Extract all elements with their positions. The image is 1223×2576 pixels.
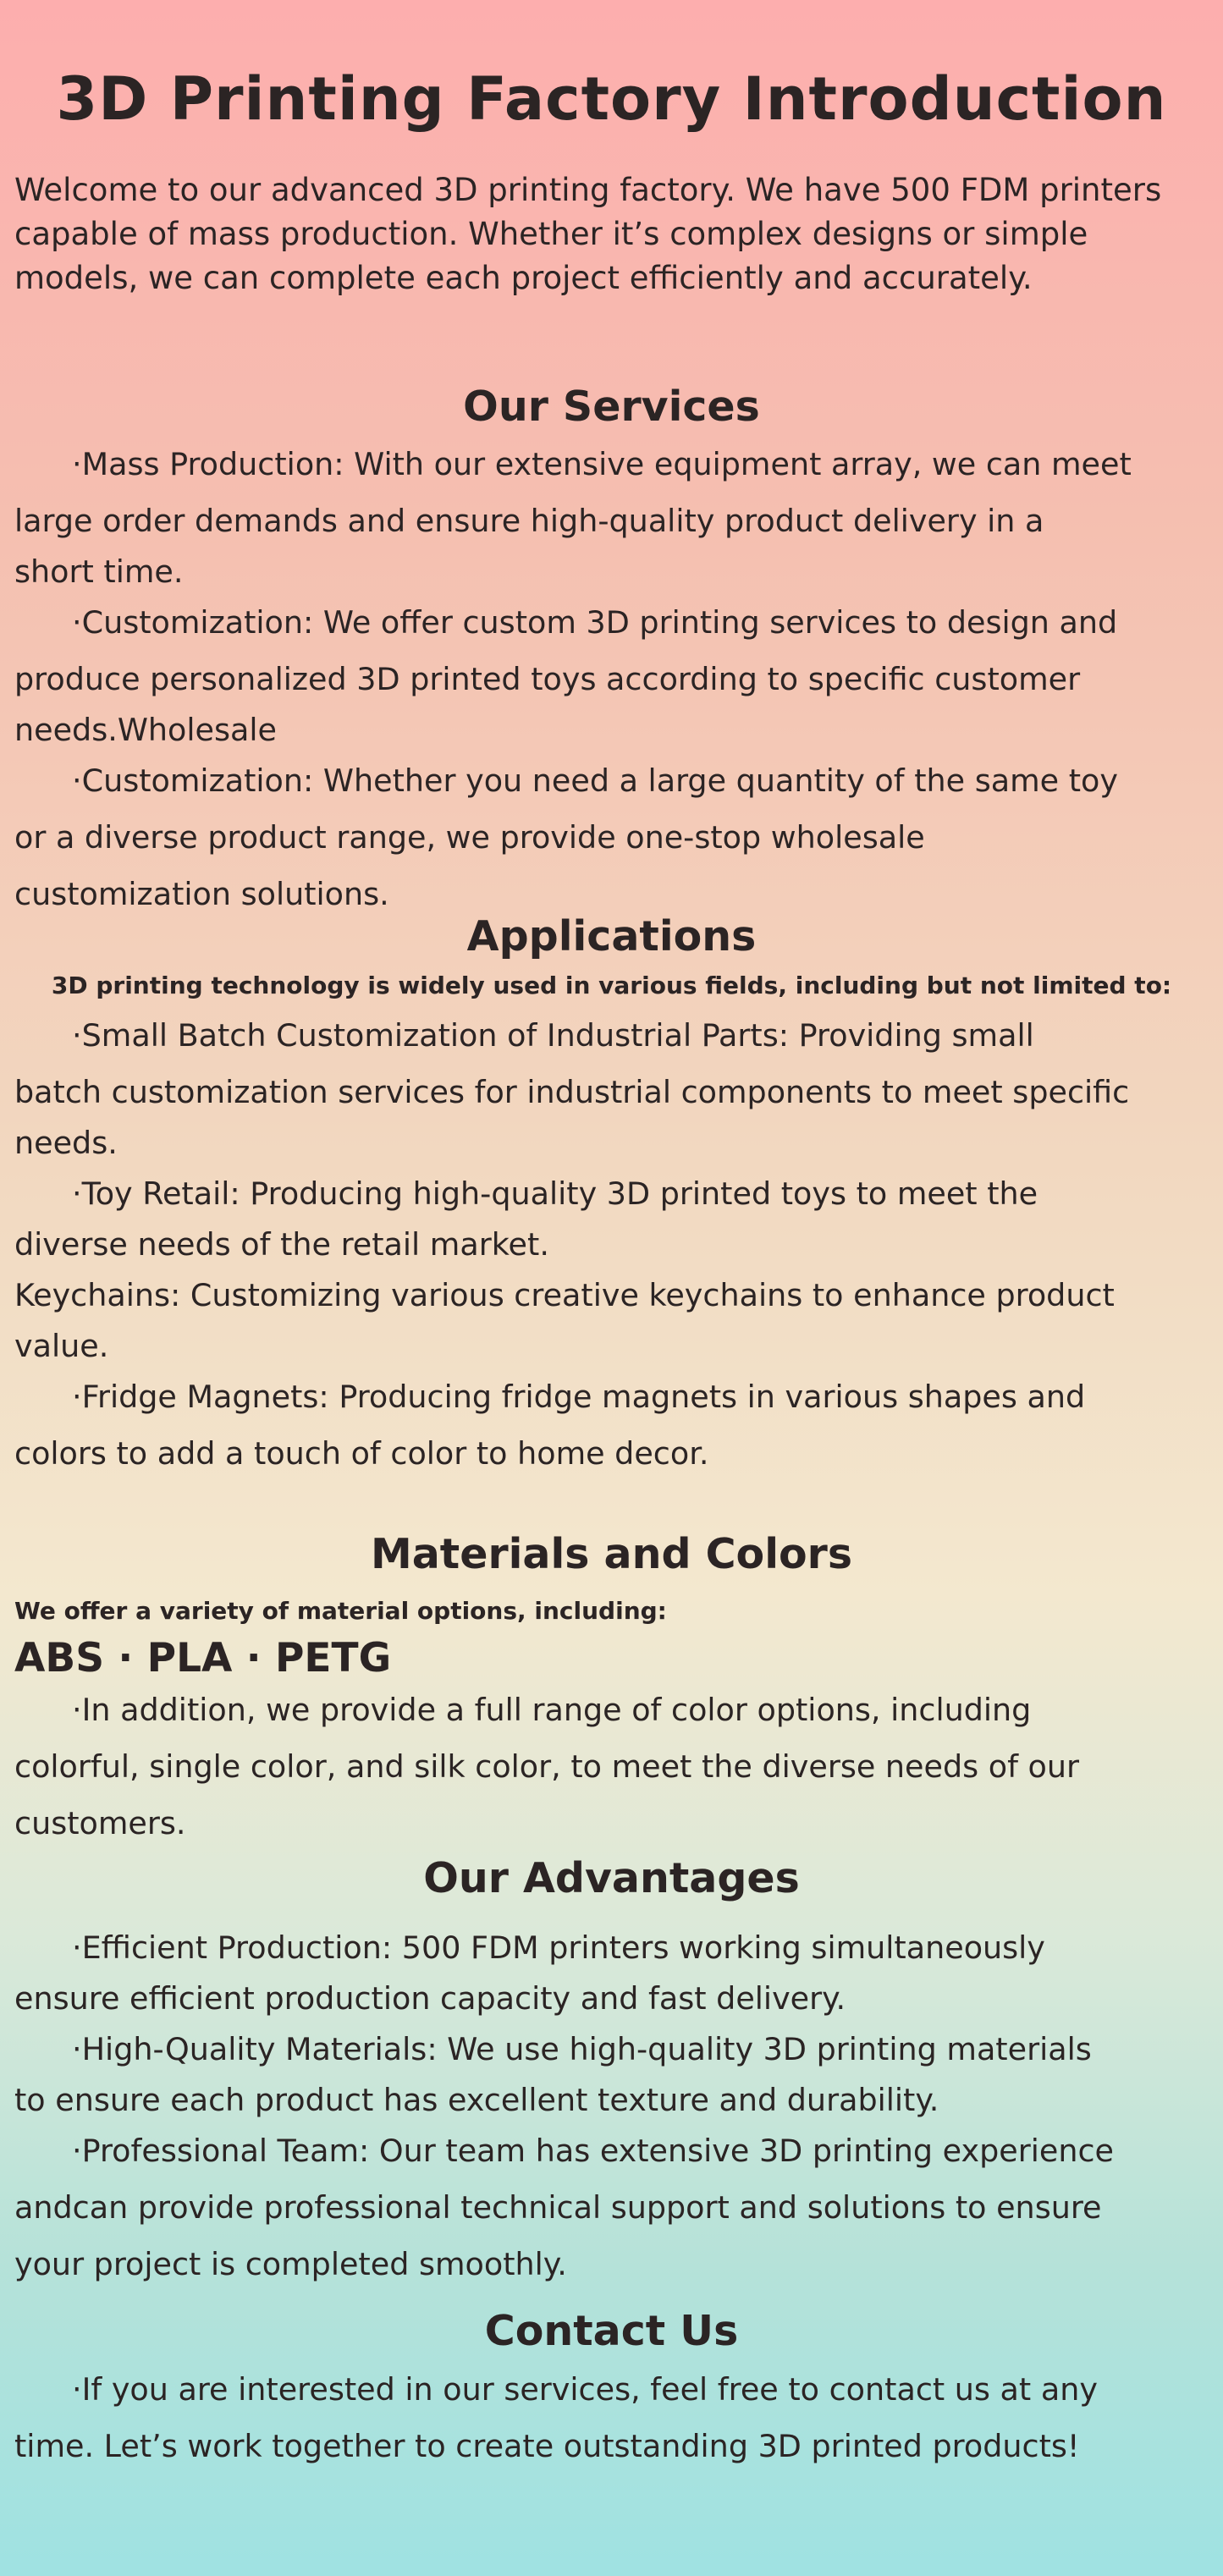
advantages-text [14,1919,1208,2293]
text-line: colors to add a touch of color to home decor. [14,1435,709,1472]
text-line: ·If you are interested in our services, feel free to contact us at any [72,2371,1098,2408]
intro-paragraph [14,168,1216,300]
text-line: ·Customization: We offer custom 3D printing services to design and [72,604,1118,641]
text-line: ensure efficient production capacity and fast delivery. [14,1980,846,2017]
text-line: colorful, single color, and silk color, to meet the diverse needs of our [14,1748,1080,1785]
intro-line: models, we can complete each project efficiently and accurately. [14,260,1033,296]
advantages-heading: Our Advantages [423,1854,800,1902]
page-title: 3D Printing Factory Introduction [56,64,1167,134]
text-line: ·Toy Retail: Producing high-quality 3D printed toys to meet the [72,1175,1038,1212]
text-line: to ensure each product has excellent texture and durability. [14,2082,939,2118]
text-line: ·In addition, we provide a full range of color options, including [72,1692,1032,1728]
applications-text [14,1007,1208,1482]
text-line: ·High-Quality Materials: We use high-quality 3D printing materials [72,2031,1092,2067]
text-line: customization solutions. [14,876,389,912]
services-heading: Our Services [463,383,760,431]
contact-heading: Contact Us [484,2307,739,2355]
text-line: ·Fridge Magnets: Producing fridge magnets in various shapes and [72,1379,1086,1415]
text-line: customers. [14,1805,186,1841]
applications-subtitle: 3D printing technology is widely used in various fields, including but not limited to: [51,972,1172,999]
services-text [14,436,1208,922]
materials-list: ABS · PLA · PETG [14,1635,392,1682]
text-line: time. Let’s work together to create outstanding 3D printed products! [14,2428,1080,2464]
text-line: large order demands and ensure high-quality product delivery in a [14,503,1044,539]
text-line: ·Efficient Production: 500 FDM printers working simultaneously [72,1929,1045,1966]
materials-text [14,1682,1208,1852]
text-line: ·Mass Production: With our extensive equipment array, we can meet [72,446,1132,482]
intro-line: Welcome to our advanced 3D printing factory. We have 500 FDM printers [14,172,1162,208]
text-line: ·Small Batch Customization of Industrial Parts: Providing small [72,1017,1034,1054]
text-line: ·Customization: Whether you need a large quantity of the same toy [72,762,1118,799]
text-line: diverse needs of the retail market. [14,1226,549,1263]
applications-heading: Applications [466,912,757,960]
text-line: your project is completed smoothly. [14,2246,567,2282]
materials-heading: Materials and Colors [370,1530,853,1578]
text-line: needs. [14,1125,118,1161]
text-line: needs.Wholesale [14,712,277,748]
text-line: produce personalized 3D printed toys according to specific customer [14,661,1081,697]
contact-text [14,2361,1208,2474]
text-line: Keychains: Customizing various creative keychains to enhance product [14,1277,1115,1313]
text-line: value. [14,1328,109,1364]
text-line: or a diverse product range, we provide one-stop wholesale [14,819,925,856]
intro-line: capable of mass production. Whether it’s complex designs or simple [14,216,1088,252]
text-line: batch customization services for industrial components to meet specific [14,1074,1130,1110]
text-line: andcan provide professional technical support and solutions to ensure [14,2189,1102,2226]
text-line: short time. [14,553,184,590]
text-line: ·Professional Team: Our team has extensive 3D printing experience [72,2133,1114,2169]
materials-subtitle: We offer a variety of material options, including: [14,1597,667,1625]
